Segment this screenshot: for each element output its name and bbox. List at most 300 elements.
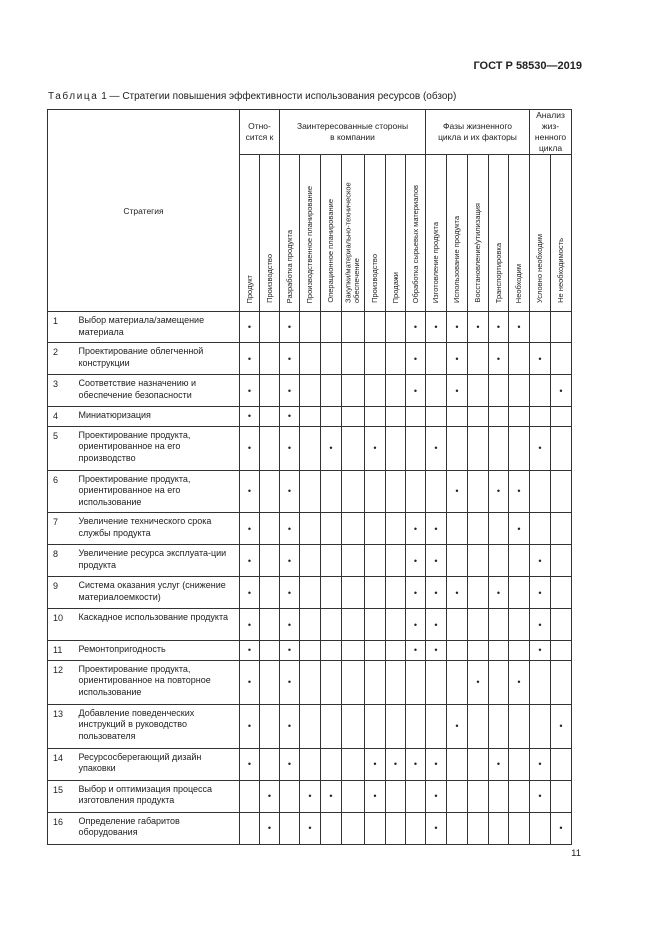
empty-cell [300,375,321,407]
empty-cell [300,545,321,577]
column-header-label: Восстановление/утилизация [472,203,482,303]
empty-cell [365,704,386,748]
strategy-name: Увеличение технического срока службы продукта [75,513,240,545]
empty-cell [468,780,489,812]
empty-cell [260,748,280,780]
empty-cell [300,609,321,641]
bullet-mark: • [530,780,551,812]
empty-cell [321,660,342,704]
bullet-mark: • [447,375,468,407]
empty-cell [530,704,551,748]
caption-title: — Стратегии повышения эффективности использования ресурсов (обзор) [106,91,457,102]
column-header [240,155,260,312]
empty-cell [426,407,447,427]
bullet-mark: • [240,748,260,780]
empty-cell [260,426,280,470]
empty-cell [406,407,426,427]
empty-cell [468,375,489,407]
column-header-label: Обработка сырьевых материалов [410,184,420,303]
empty-cell [489,426,509,470]
empty-cell [386,312,406,343]
empty-cell [342,343,365,375]
empty-cell [509,780,530,812]
empty-cell [551,312,572,343]
empty-cell [530,470,551,513]
empty-cell [551,660,572,704]
empty-cell [530,407,551,427]
row-number: 1 [48,312,75,343]
row-number: 14 [48,748,75,780]
row-number: 7 [48,513,75,545]
bullet-mark: • [447,470,468,513]
empty-cell [468,748,489,780]
empty-cell [551,407,572,427]
column-header-label: Производство [369,254,379,303]
empty-cell [530,513,551,545]
empty-cell [489,609,509,641]
empty-cell [342,513,365,545]
empty-cell [300,513,321,545]
bullet-mark: • [406,609,426,641]
empty-cell [406,660,426,704]
bullet-mark: • [426,780,447,812]
empty-cell [386,641,406,661]
row-number: 11 [48,641,75,661]
empty-cell [530,660,551,704]
column-header [426,155,447,312]
group-header-line: цикла и их факторы [438,132,517,142]
bullet-mark: • [280,513,300,545]
bullet-mark: • [365,426,386,470]
empty-cell [386,343,406,375]
bullet-mark: • [426,577,447,609]
table-row [48,660,572,704]
empty-cell [406,704,426,748]
row-number: 9 [48,577,75,609]
empty-cell [468,812,489,844]
table-row [48,577,572,609]
bullet-mark: • [468,660,489,704]
column-header [321,155,342,312]
empty-cell [447,407,468,427]
column-group-header [240,110,280,155]
page-number: 11 [571,848,581,859]
empty-cell [321,704,342,748]
table-row [48,812,572,844]
group-header-line: ненного цикла [534,132,567,153]
bullet-mark: • [509,660,530,704]
empty-cell [300,426,321,470]
bullet-mark: • [406,748,426,780]
row-number: 2 [48,343,75,375]
column-header [530,155,551,312]
bullet-mark: • [406,312,426,343]
empty-cell [447,660,468,704]
empty-cell [300,660,321,704]
empty-cell [260,407,280,427]
bullet-mark: • [300,812,321,844]
bullet-mark: • [280,407,300,427]
bullet-mark: • [365,780,386,812]
bullet-mark: • [240,660,260,704]
empty-cell [386,470,406,513]
empty-cell [447,426,468,470]
empty-cell [386,609,406,641]
empty-cell [342,780,365,812]
empty-cell [447,545,468,577]
empty-cell [489,780,509,812]
empty-cell [386,704,406,748]
empty-cell [365,343,386,375]
strategy-column-header: Стратегия [48,110,240,312]
bullet-mark: • [260,812,280,844]
empty-cell [365,545,386,577]
column-header [489,155,509,312]
bullet-mark: • [280,641,300,661]
empty-cell [342,748,365,780]
column-header [551,155,572,312]
column-header-label: Производство [264,254,274,303]
empty-cell [551,426,572,470]
empty-cell [386,375,406,407]
bullet-mark: • [530,748,551,780]
empty-cell [240,812,260,844]
empty-cell [321,375,342,407]
column-header-label: Разработка продукта [284,229,294,303]
empty-cell [300,312,321,343]
empty-cell [489,660,509,704]
empty-cell [321,407,342,427]
bullet-mark: • [240,577,260,609]
column-header-label: Продукт [244,274,254,303]
column-header-label: Не необходимость [555,238,565,303]
bullet-mark: • [280,343,300,375]
bullet-mark: • [280,704,300,748]
group-header-line: Анализ жиз- [536,110,565,131]
empty-cell [300,704,321,748]
empty-cell [447,641,468,661]
empty-cell [300,343,321,375]
empty-cell [342,641,365,661]
empty-cell [342,375,365,407]
empty-cell [489,513,509,545]
bullet-mark: • [240,343,260,375]
empty-cell [551,641,572,661]
row-number: 15 [48,780,75,812]
column-header-label: Транспортировка [493,242,503,303]
empty-cell [551,577,572,609]
bullet-mark: • [240,375,260,407]
bullet-mark: • [280,660,300,704]
empty-cell [365,312,386,343]
empty-cell [365,609,386,641]
empty-cell [342,545,365,577]
column-header-label: Необходим [513,263,523,303]
group-header-line: Заинтересованные стороны [296,121,409,131]
empty-cell [489,407,509,427]
empty-cell [509,343,530,375]
empty-cell [406,426,426,470]
empty-cell [406,780,426,812]
empty-cell [321,577,342,609]
bullet-mark: • [468,312,489,343]
bullet-mark: • [280,426,300,470]
empty-cell [321,545,342,577]
strategy-name: Добавление поведенческих инструкций в руководство пользователя [75,704,240,748]
empty-cell [551,470,572,513]
bullet-mark: • [489,577,509,609]
empty-cell [551,748,572,780]
empty-cell [426,704,447,748]
empty-cell [260,545,280,577]
empty-cell [426,470,447,513]
empty-cell [386,513,406,545]
empty-cell [260,577,280,609]
bullet-mark: • [300,780,321,812]
empty-cell [300,748,321,780]
empty-cell [300,577,321,609]
bullet-mark: • [426,312,447,343]
column-header [386,155,406,312]
empty-cell [551,343,572,375]
bullet-mark: • [530,641,551,661]
empty-cell [551,513,572,545]
column-header-label: Операционное планирование [325,199,335,303]
empty-cell [386,660,406,704]
empty-cell [386,426,406,470]
bullet-mark: • [530,545,551,577]
empty-cell [321,312,342,343]
empty-cell [509,609,530,641]
empty-cell [342,312,365,343]
group-header-line: в компании [330,132,375,142]
bullet-mark: • [530,426,551,470]
empty-cell [468,577,489,609]
empty-cell [509,704,530,748]
empty-cell [447,748,468,780]
empty-cell [365,407,386,427]
empty-cell [447,812,468,844]
table-row [48,375,572,407]
column-group-header [280,110,426,155]
column-header [280,155,300,312]
empty-cell [468,545,489,577]
bullet-mark: • [551,812,572,844]
empty-cell [509,812,530,844]
empty-cell [447,780,468,812]
bullet-mark: • [280,748,300,780]
caption-number: 1 [101,91,107,102]
empty-cell [365,812,386,844]
bullet-mark: • [280,577,300,609]
bullet-mark: • [530,609,551,641]
bullet-mark: • [406,577,426,609]
bullet-mark: • [260,780,280,812]
strategy-name: Ремонтопригодность [75,641,240,661]
bullet-mark: • [530,577,551,609]
empty-cell [365,641,386,661]
column-header [509,155,530,312]
empty-cell [489,375,509,407]
empty-cell [468,470,489,513]
group-header-row [48,110,572,155]
bullet-mark: • [530,343,551,375]
column-header-label: Закупки/материально-техническое обеспечение [343,182,361,303]
empty-cell [386,407,406,427]
table-row [48,513,572,545]
bullet-mark: • [240,426,260,470]
strategy-name: Проектирование продукта, ориентированное на его использование [75,470,240,513]
column-header-label: Изготовление продукта [430,221,440,303]
strategy-name: Ресурсосберегающий дизайн упаковки [75,748,240,780]
empty-cell [342,609,365,641]
strategy-name: Проектирование продукта, ориентированное на его производство [75,426,240,470]
empty-cell [406,812,426,844]
bullet-mark: • [406,375,426,407]
bullet-mark: • [489,312,509,343]
bullet-mark: • [406,641,426,661]
empty-cell [468,704,489,748]
strategy-name: Проектирование облегченной конструкции [75,343,240,375]
empty-cell [300,407,321,427]
empty-cell [342,704,365,748]
bullet-mark: • [280,545,300,577]
empty-cell [365,513,386,545]
column-header-label: Продажи [390,271,400,303]
empty-cell [509,641,530,661]
table-row [48,704,572,748]
empty-cell [509,748,530,780]
row-number: 4 [48,407,75,427]
empty-cell [551,609,572,641]
bullet-mark: • [551,704,572,748]
bullet-mark: • [509,312,530,343]
row-number: 16 [48,812,75,844]
empty-cell [386,812,406,844]
empty-cell [468,407,489,427]
strategy-name: Проектирование продукта, ориентированное на повторное использование [75,660,240,704]
strategy-table [47,109,572,845]
column-header-label: Условно необходим [534,234,544,303]
empty-cell [509,426,530,470]
bullet-mark: • [365,748,386,780]
bullet-mark: • [426,513,447,545]
strategy-name: Каскадное использование продукта [75,609,240,641]
bullet-mark: • [447,704,468,748]
bullet-mark: • [240,641,260,661]
strategy-name: Соответствие назначению и обеспечение безопасности [75,375,240,407]
strategy-name: Система оказания услуг (снижение материалоемкости) [75,577,240,609]
bullet-mark: • [489,343,509,375]
empty-cell [489,704,509,748]
column-group-header [530,110,572,155]
bullet-mark: • [426,426,447,470]
column-header [406,155,426,312]
bullet-mark: • [240,545,260,577]
empty-cell [260,375,280,407]
bullet-mark: • [321,426,342,470]
empty-cell [530,312,551,343]
empty-cell [426,660,447,704]
row-number: 12 [48,660,75,704]
column-header [260,155,280,312]
table-row [48,780,572,812]
column-header [300,155,321,312]
empty-cell [260,312,280,343]
bullet-mark: • [240,609,260,641]
empty-cell [321,513,342,545]
empty-cell [468,513,489,545]
row-number: 13 [48,704,75,748]
empty-cell [489,812,509,844]
bullet-mark: • [489,748,509,780]
bullet-mark: • [280,312,300,343]
bullet-mark: • [551,375,572,407]
empty-cell [280,812,300,844]
empty-cell [342,470,365,513]
empty-cell [386,545,406,577]
empty-cell [386,780,406,812]
bullet-mark: • [426,609,447,641]
empty-cell [468,609,489,641]
empty-cell [321,812,342,844]
table-row [48,748,572,780]
column-header [365,155,386,312]
column-group-header [426,110,530,155]
bullet-mark: • [426,545,447,577]
table-row [48,312,572,343]
column-header-label: Использование продукта [451,216,461,303]
empty-cell [321,343,342,375]
empty-cell [365,375,386,407]
empty-cell [447,513,468,545]
empty-cell [321,609,342,641]
empty-cell [342,660,365,704]
bullet-mark: • [406,513,426,545]
bullet-mark: • [280,470,300,513]
strategy-name: Выбор и оптимизация процесса изготовления продукта [75,780,240,812]
document-code: ГОСТ Р 58530—2019 [473,60,582,72]
row-number: 3 [48,375,75,407]
bullet-mark: • [240,704,260,748]
empty-cell [260,660,280,704]
empty-cell [342,812,365,844]
row-number: 8 [48,545,75,577]
row-number: 10 [48,609,75,641]
row-number: 6 [48,470,75,513]
table-caption [48,91,456,102]
bullet-mark: • [240,312,260,343]
group-header-line: Отно- [248,121,271,131]
group-header-line: Фазы жизненного [443,121,512,131]
empty-cell [406,470,426,513]
table-row [48,407,572,427]
group-header-line: сится к [245,132,274,142]
empty-cell [365,577,386,609]
bullet-mark: • [426,812,447,844]
empty-cell [365,660,386,704]
bullet-mark: • [447,343,468,375]
empty-cell [280,780,300,812]
bullet-mark: • [509,470,530,513]
empty-cell [260,704,280,748]
empty-cell [240,780,260,812]
bullet-mark: • [406,343,426,375]
bullet-mark: • [321,780,342,812]
empty-cell [342,407,365,427]
empty-cell [551,545,572,577]
row-number: 5 [48,426,75,470]
